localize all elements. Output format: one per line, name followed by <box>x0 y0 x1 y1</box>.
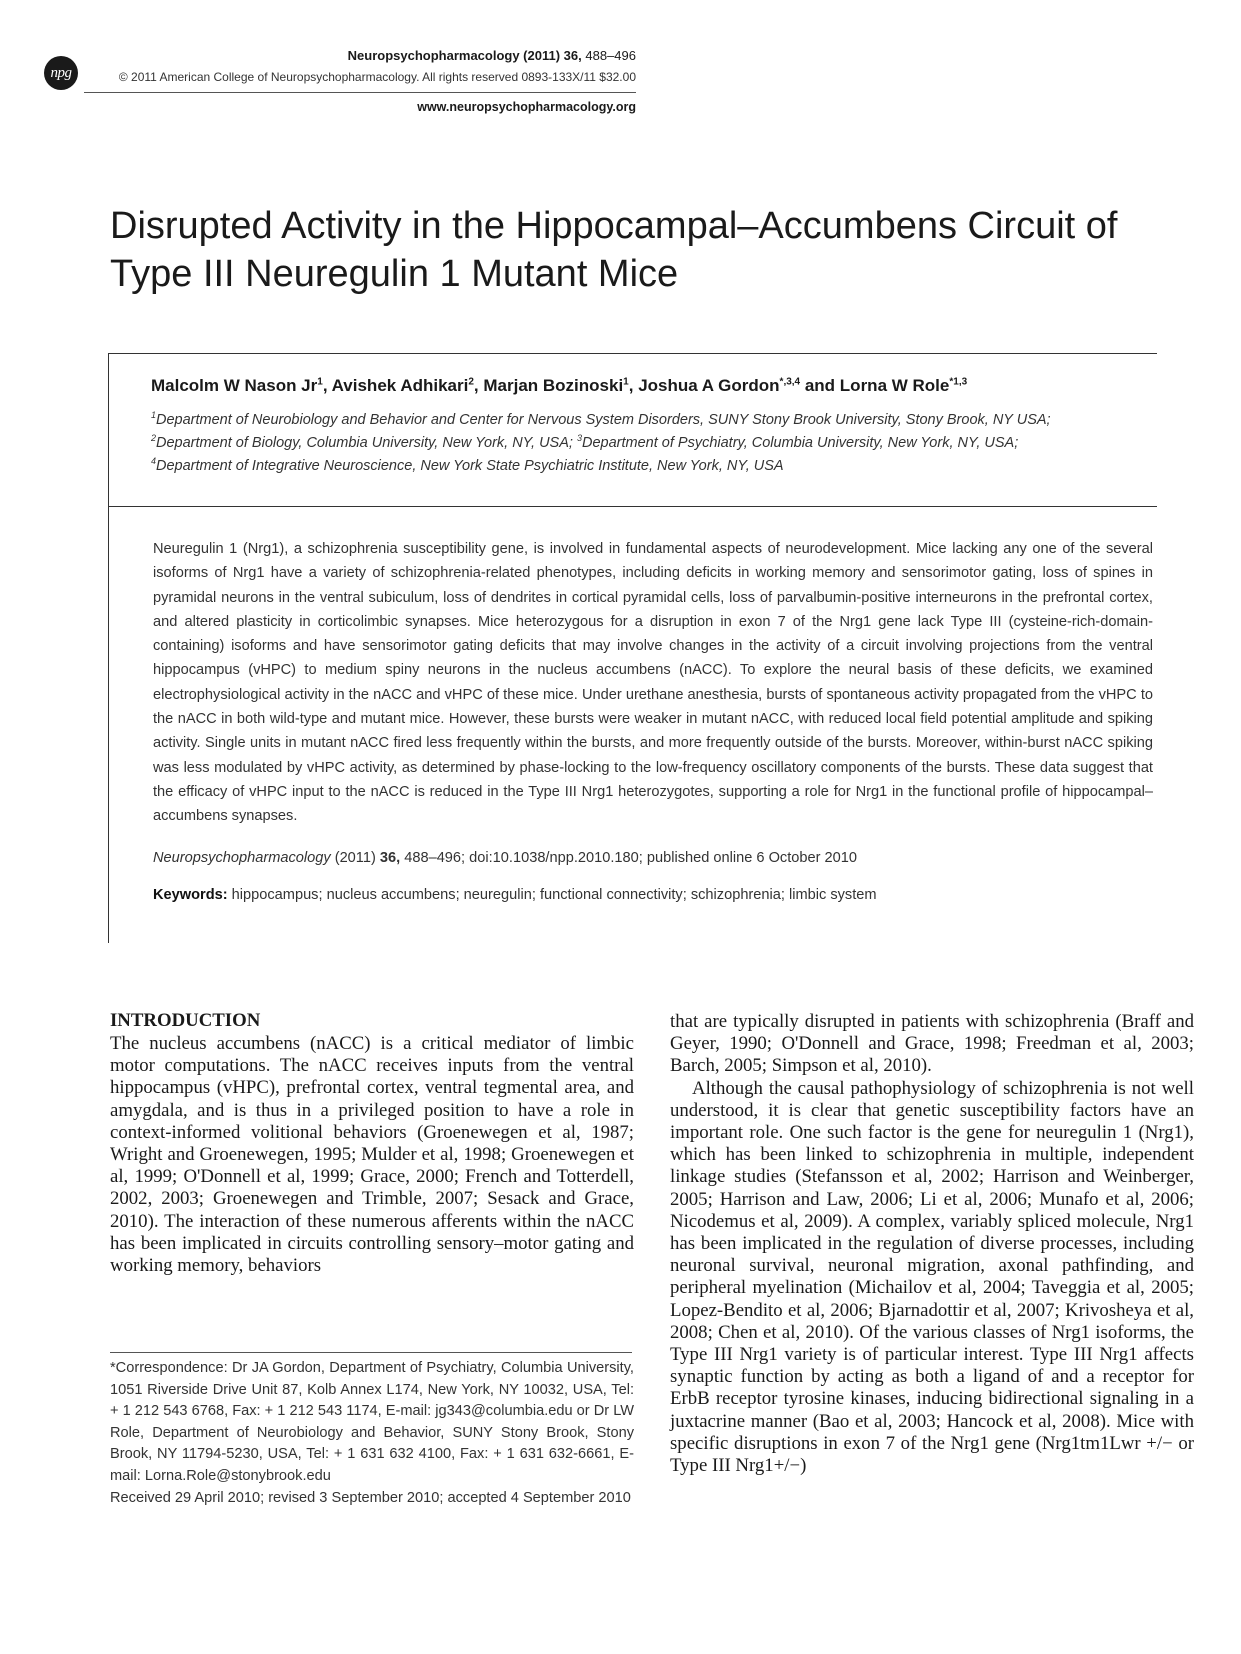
affiliation-sup: 4 <box>151 456 157 466</box>
body-paragraph: Although the causal pathophysiology of schizophrenia is not well understood, it is clear that genetic susceptibility factors have an important role. One such factor is the gene for neuregulin 1 (Nrg1), which has been linked to schizophrenia in multiple, independent linkage studies (Stefansson et al, 2002; Harrison and Weinberger, 2005; Harrison and Law, 2006; Li et al, 2006; Munafo et al, 2006; Nicodemus et al, 2009). A complex, variably spliced molecule, Nrg1 has been implicated in the regulation of diverse processes, including neuronal survival, neuronal migration, axonal pathfinding, and peripheral myelination (Michailov et al, 2004; Taveggia et al, 2005; Lopez-Bendito et al, 2006; Bjarnadottir et al, 2007; Krivosheya et al, 2008; Chen et al, 2010). Of the various classes of Nrg1 isoforms, the Type III Nrg1 variety is of particular interest. Type III Nrg1 affects synaptic function by acting as both a ligand of and a receptor for ErbB receptor tyrosine kinases, inducing bidirectional signaling in a juxtacrine manner (Bao et al, 2003; Hancock et al, 2008). Mice with specific disruptions in exon 7 of the Nrg1 gene (Nrg1tm1Lwr +/− or Type III Nrg1+/−) <box>670 1077 1194 1477</box>
author-sup: 2 <box>468 376 474 388</box>
journal-website-link[interactable]: www.neuropsychopharmacology.org <box>417 100 636 114</box>
citation-line <box>153 850 857 866</box>
affiliation-line <box>151 433 1018 451</box>
npg-logo: npg <box>44 56 78 90</box>
affiliation-text: Department of Biology, Columbia University, New York, NY, USA; <box>156 434 573 451</box>
author-sup: *,3,4 <box>779 376 801 388</box>
abstract-text: Neuregulin 1 (Nrg1), a schizophrenia susceptibility gene, is involved in fundamental aspects of neurodevelopment. Mice lacking any one of the several isoforms of Nrg1 have a variety of schizophrenia-related phenotypes, including deficits in working memory and sensorimotor gating, loss of spines in pyramidal neurons in the ventral subiculum, loss of dendrites in cortical pyramidal cells, loss of parvalbumin-positive interneurons in the prefrontal cortex, and altered plasticity in corticolimbic synapses. Mice heterozygous for a disruption in exon 7 of the Nrg1 gene lack Type III (cysteine-rich-domain-containing) isoforms and have sensorimotor gating deficits that may involve changes in the activity of a circuit involving projections from the ventral hippocampus (vHPC) to medium spiny neurons in the nucleus accumbens (nACC). To explore the neural basis of these deficits, we examined electrophysiological activity in the nACC and vHPC of these mice. Under urethane anesthesia, bursts of spontaneous activity propagated from the vHPC to the nACC in both wild-type and mutant mice. However, these bursts were weaker in mutant nACC, with reduced local field potential amplitude and spiking activity. Single units in mutant nACC fired less frequently within the bursts, and more frequently outside of the bursts. Moreover, within-burst nACC spiking was less modulated by vHPC activity, as determined by phase-locking to the low-frequency oscillatory components of the bursts. These data suggest that the efficacy of vHPC input to the nACC is reduced in the Type III Nrg1 heterozygotes, supporting a role for Nrg1 in the functional profile of hippocampal–accumbens synapses. <box>153 541 1153 825</box>
journal-volume: 36, <box>563 48 582 63</box>
author-name: Lorna W Role <box>839 376 950 395</box>
citation-year: (2011) <box>330 850 380 866</box>
keywords-line <box>153 887 877 903</box>
affiliation-text: Department of Neurobiology and Behavior and Center for Nervous System Disorders, SUNY Stony Brook University, Stony Brook, NY USA; <box>156 411 1051 428</box>
body-column-left <box>110 1033 634 1277</box>
author-list: Malcolm W Nason Jr$^1$, Avishek Adhikari$^2$, Marjan Bozinoski$^1$, Joshua A Gordon$^{*,3,4}$ and Lorna W Role$^{*1,3}$ <box>151 376 968 395</box>
correspondence-text: *Correspondence: Dr JA Gordon, Department of Psychiatry, Columbia University, 1051 Riverside Drive Unit 87, Kolb Annex L174, New York, NY 10032, USA, Tel: + 1 212 543 6768, Fax: + 1 212 543 1174, E-mail: jg343@columbia.edu or Dr LW Role, Department of Neurobiology and Behavior, SUNY Stony Brook, Stony Brook, NY 11794-5230, USA, Tel: + 1 631 632 4100, Fax: + 1 631 632-6661, E-mail: Lorna.Role@stonybrook.edu <box>110 1360 634 1484</box>
body-paragraph: The nucleus accumbens (nACC) is a critical mediator of limbic motor computations. The nACC receives inputs from the ventral hippocampus (vHPC), prefrontal cortex, ventral tegmental area, and amygdala, and is thus in a privileged position to have a role in context-informed volitional behaviors (Groenewegen et al, 1987; Wright and Groenewegen, 1995; Mulder et al, 1998; Groenewegen et al, 1999; O'Donnell et al, 1999; Grace, 2000; French and Totterdell, 2002, 2003; Groenewegen and Trimble, 2007; Sesack and Grace, 2010). The interaction of these numerous afferents within the nACC has been implicated in circuits controlling sensory–motor gating and working memory, behaviors <box>110 1033 634 1277</box>
author-sup: 1 <box>317 376 323 388</box>
citation-details: 488–496; doi:10.1038/npp.2010.180; published online 6 October 2010 <box>400 850 858 866</box>
article-title: Disrupted Activity in the Hippocampal–Accumbens Circuit of Type III Neuregulin 1 Mutant Mice <box>110 205 1118 295</box>
copyright-notice: © 2011 American College of Neuropsychopharmacology. All rights reserved 0893-133X/11 $32.00 <box>118 70 636 84</box>
abstract-box <box>108 505 1157 943</box>
affiliation-sup: 3 <box>576 433 582 443</box>
author-sup: *1,3 <box>949 376 968 388</box>
affiliation-sup: 2 <box>151 433 157 443</box>
author-name: Malcolm W Nason Jr <box>151 376 318 395</box>
affiliation-text: Department of Integrative Neuroscience, New York State Psychiatric Institute, New York, NY, USA <box>156 457 784 474</box>
header-divider <box>84 92 636 93</box>
author-name: Marjan Bozinoski <box>483 376 624 395</box>
body-column-right <box>670 1011 1194 1477</box>
received-dates: Received 29 April 2010; revised 3 September 2010; accepted 4 September 2010 <box>110 1489 631 1506</box>
correspondence-footnote <box>110 1358 634 1509</box>
affiliation-text: Department of Psychiatry, Columbia University, New York, NY, USA; <box>581 434 1019 451</box>
author-sup: 1 <box>623 376 629 388</box>
citation-volume: 36, <box>379 850 401 866</box>
journal-header <box>348 48 636 63</box>
author-name: Joshua A Gordon <box>638 376 780 395</box>
keywords-label: Keywords: <box>153 887 228 903</box>
body-paragraph: that are typically disrupted in patients with schizophrenia (Braff and Geyer, 1990; O'Donnell and Grace, 1998; Freedman et al, 2003; Barch, 2005; Simpson et al, 2010). <box>670 1011 1194 1077</box>
journal-name: Neuropsychopharmacology (2011) <box>347 48 561 63</box>
affiliation-line <box>151 456 784 474</box>
footnote-divider <box>110 1352 632 1353</box>
affiliation-line <box>151 410 1051 428</box>
author-box <box>108 353 1157 507</box>
citation-journal: Neuropsychopharmacology <box>153 850 331 866</box>
section-heading-introduction: INTRODUCTION <box>110 1010 261 1031</box>
keywords-text: hippocampus; nucleus accumbens; neuregulin; functional connectivity; schizophrenia; limbic system <box>231 887 877 903</box>
journal-pages: 488–496 <box>585 48 636 63</box>
author-name: Avishek Adhikari <box>331 376 469 395</box>
affiliation-sup: 1 <box>151 410 157 420</box>
